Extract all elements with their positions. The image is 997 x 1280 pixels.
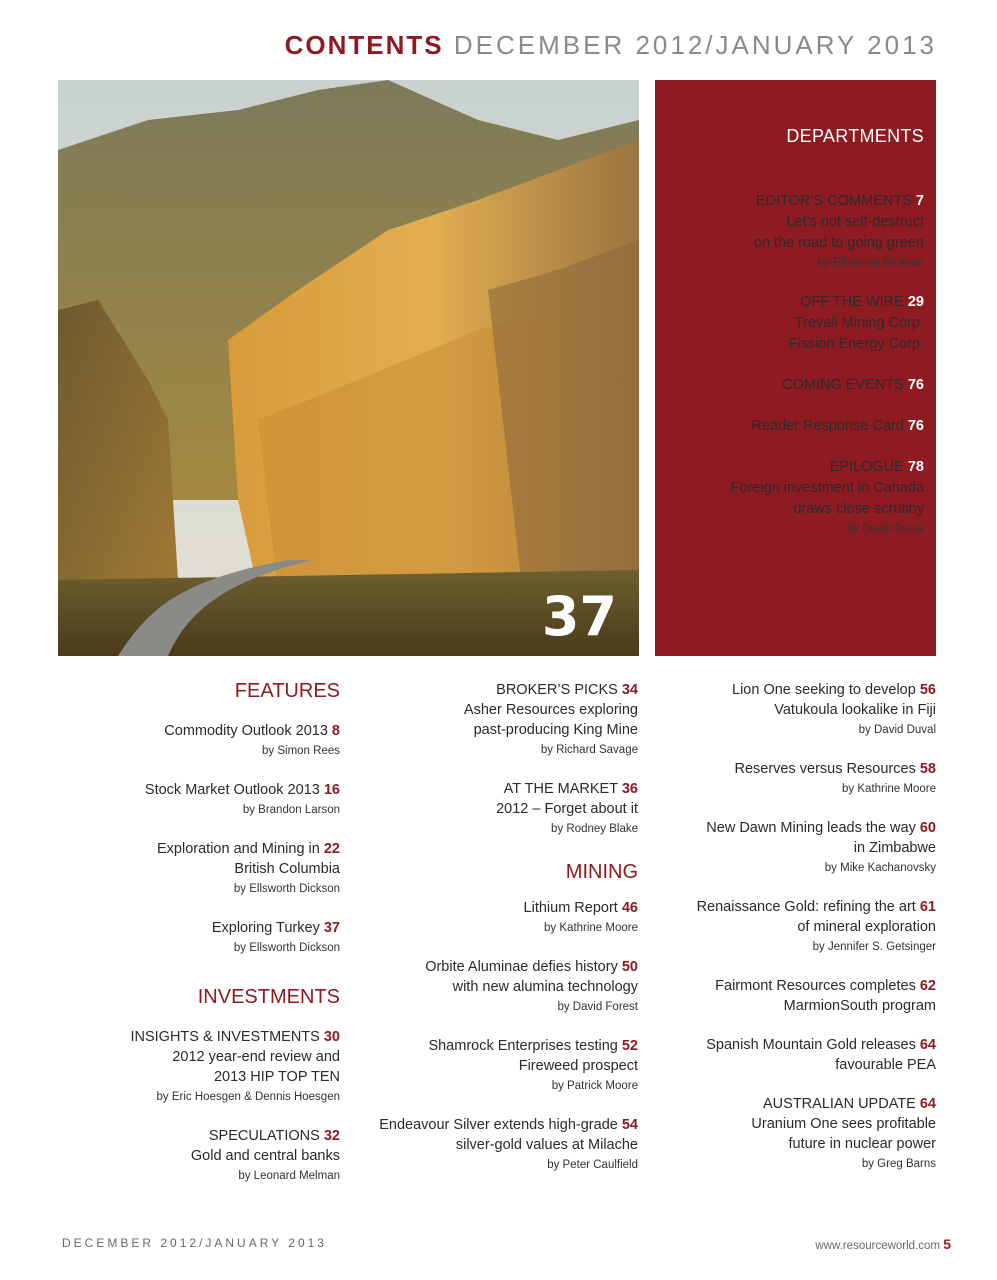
footer-page-number: 5 <box>943 1236 951 1252</box>
toc-entry[interactable]: Stock Market Outlook 2013 16 by Brandon Larson <box>144 782 340 816</box>
mining-heading: MINING <box>565 861 638 883</box>
toc-entry[interactable]: Lithium Report 46 by Kathrine Moore <box>523 900 638 934</box>
toc-entry[interactable]: Commodity Outlook 2013 8 by Simon Rees <box>164 723 340 757</box>
toc-entry[interactable]: Endeavour Silver extends high-grade 54 silver-gold values at Milache by Peter Caulfield <box>379 1117 638 1171</box>
toc-entry[interactable]: BROKER’S PICKS 34 Asher Resources exploring past-producing King Mine by Richard Savage <box>463 682 638 756</box>
toc-entry[interactable]: Exploring Turkey 37 by Ellsworth Dickson <box>211 920 340 954</box>
toc-entry[interactable]: New Dawn Mining leads the way 60 in Zimbabwe by Mike Kachanovsky <box>706 820 936 874</box>
toc-entry[interactable]: AUSTRALIAN UPDATE 64 Uranium One sees profitable future in nuclear power by Greg Barns <box>751 1096 936 1170</box>
column-features-investments <box>58 680 340 1205</box>
dept-editors-comments[interactable]: EDITOR’S COMMENTS 7 Let’s not self-destruct on the road to going green by Ellsworth Dickson <box>753 193 924 269</box>
column-brokers-mining <box>350 680 638 1194</box>
features-heading: FEATURES <box>234 680 340 702</box>
investments-heading: INVESTMENTS <box>197 986 340 1008</box>
footer-issue: DECEMBER 2012/JANUARY 2013 <box>62 1236 327 1250</box>
contents-label: CONTENTS <box>284 30 444 60</box>
footer-url[interactable]: www.resourceworld.com <box>815 1240 940 1252</box>
toc-entry[interactable]: Shamrock Enterprises testing 52 Fireweed prospect by Patrick Moore <box>428 1038 638 1092</box>
dept-coming-events[interactable]: COMING EVENTS 76 <box>782 377 924 393</box>
toc-entry[interactable]: Reserves versus Resources 58 by Kathrine Moore <box>734 761 936 795</box>
dept-off-the-wire[interactable]: OFF THE WIRE 29 Trevali Mining Corp. Fission Energy Corp. <box>788 294 924 352</box>
toc-entry[interactable]: Lion One seeking to develop 56 Vatukoula lookalike in Fiji by David Duval <box>732 682 936 736</box>
toc-entry[interactable]: INSIGHTS & INVESTMENTS 30 2012 year-end review and 2013 HIP TOP TEN by Eric Hoesgen & Dennis Hoesgen <box>130 1029 340 1103</box>
dept-reader-response[interactable]: Reader Response Card 76 <box>751 418 924 434</box>
toc-entry[interactable]: AT THE MARKET 36 2012 – Forget about it by Rodney Blake <box>496 781 638 835</box>
canyon-illustration <box>58 80 639 656</box>
toc-entry[interactable]: Renaissance Gold: refining the art 61 of mineral exploration by Jennifer S. Getsinger <box>696 899 936 953</box>
departments-panel <box>655 80 936 656</box>
toc-entry[interactable]: SPECULATIONS 32 Gold and central banks by Leonard Melman <box>190 1128 340 1182</box>
dept-epilogue[interactable]: EPILOGUE 78 Foreign investment in Canada draws close scrutiny by David Duval <box>730 459 924 535</box>
toc-entry[interactable]: Orbite Aluminae defies history 50 with new alumina technology by David Forest <box>425 959 638 1013</box>
toc-entry[interactable]: Fairmont Resources completes 62 MarmionSouth program <box>715 978 936 1014</box>
page-header <box>285 30 937 61</box>
toc-entry[interactable]: Exploration and Mining in 22 British Columbia by Ellsworth Dickson <box>157 841 340 895</box>
photo-page-number: 37 <box>541 585 617 648</box>
cover-photo <box>58 80 639 656</box>
footer-site <box>815 1236 951 1252</box>
departments-heading: DEPARTMENTS <box>786 126 924 146</box>
column-mining-continued <box>650 680 936 1193</box>
toc-entry[interactable]: Spanish Mountain Gold releases 64 favourable PEA <box>706 1037 936 1073</box>
issue-date: DECEMBER 2012/JANUARY 2013 <box>453 30 937 60</box>
